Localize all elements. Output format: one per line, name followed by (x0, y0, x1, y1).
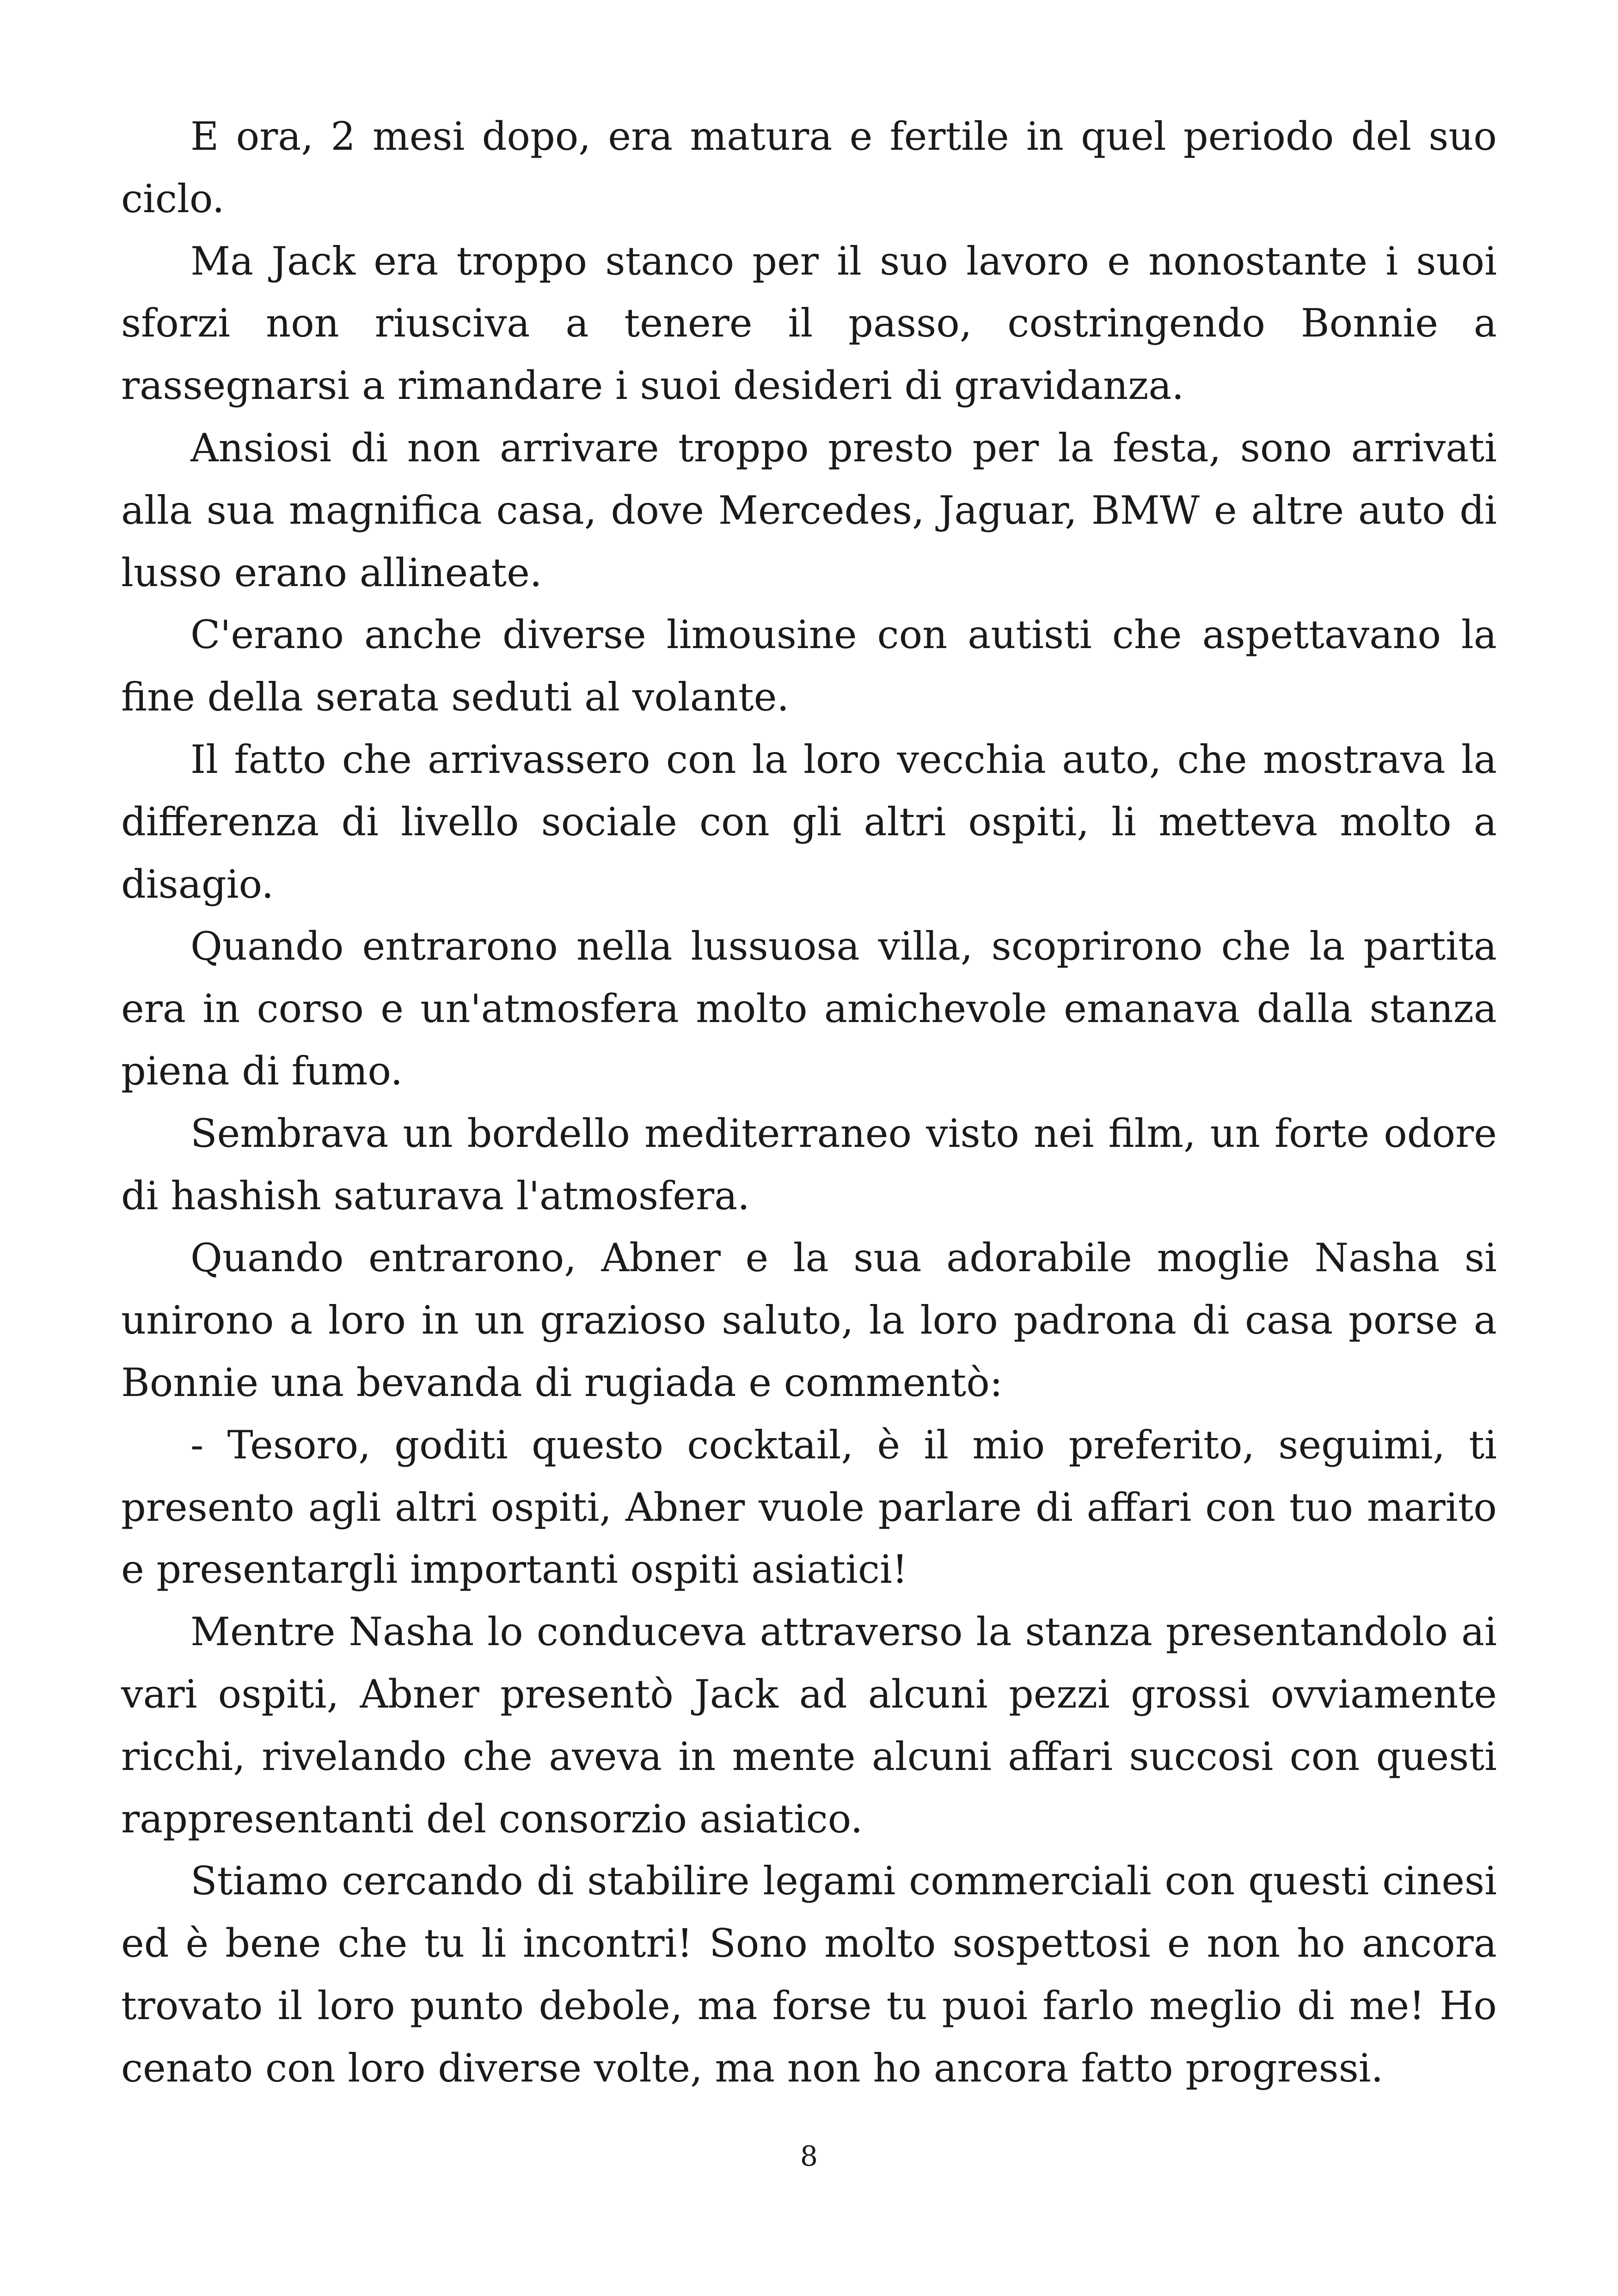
paragraph: Quando entrarono, Abner e la sua adorabile moglie Nasha si unirono a loro in un grazioso saluto, la loro padrona di casa porse a Bonnie una bevanda di rugiada e commentò: (121, 1235, 1497, 1405)
paragraph: C'erano anche diverse limousine con autisti che aspettavano la fine della serata seduti al volante. (121, 612, 1497, 720)
paragraph: - Tesoro, goditi questo cocktail, è il mio preferito, seguimi, ti presento agli altri ospiti, Abner vuole parlare di affari con tuo marito e presentargli importanti ospiti asiatici! (121, 1422, 1497, 1592)
paragraph: Ma Jack era troppo stanco per il suo lavoro e nonostante i suoi sforzi non riusciva a tenere il passo, costringendo Bonnie a rassegnarsi a rimandare i suoi desideri di gravidanza. (121, 238, 1497, 409)
paragraph: Il fatto che arrivassero con la loro vecchia auto, che mostrava la differenza di livello sociale con gli altri ospiti, li metteva molto a disagio. (121, 736, 1497, 907)
body-text (121, 105, 1497, 2100)
paragraph: Ansiosi di non arrivare troppo presto per la festa, sono arrivati alla sua magnifica casa, dove Mercedes, Jaguar, BMW e altre auto di lusso erano allineate. (121, 425, 1497, 595)
page-number: 8 (800, 2140, 818, 2173)
paragraph: Mentre Nasha lo conduceva attraverso la stanza presentandolo ai vari ospiti, Abner presentò Jack ad alcuni pezzi grossi ovviamente ricchi, rivelando che aveva in mente alcuni affari succosi con questi rappresentanti del consorzio asiatico. (121, 1609, 1497, 1842)
paragraph: E ora, 2 mesi dopo, era matura e fertile in quel periodo del suo ciclo. (121, 114, 1497, 221)
paragraph: Stiamo cercando di stabilire legami commerciali con questi cinesi ed è bene che tu li incontri! Sono molto sospettosi e non ho ancora trovato il loro punto debole, ma forse tu puoi farlo meglio di me! Ho cenato con loro diverse volte, ma non ho ancora fatto progressi. (121, 1858, 1497, 2091)
paragraph: Sembrava un bordello mediterraneo visto nei film, un forte odore di hashish saturava l'atmosfera. (121, 1110, 1497, 1218)
paragraph: Quando entrarono nella lussuosa villa, scoprirono che la partita era in corso e un'atmosfera molto amichevole emanava dalla stanza piena di fumo. (121, 924, 1497, 1094)
